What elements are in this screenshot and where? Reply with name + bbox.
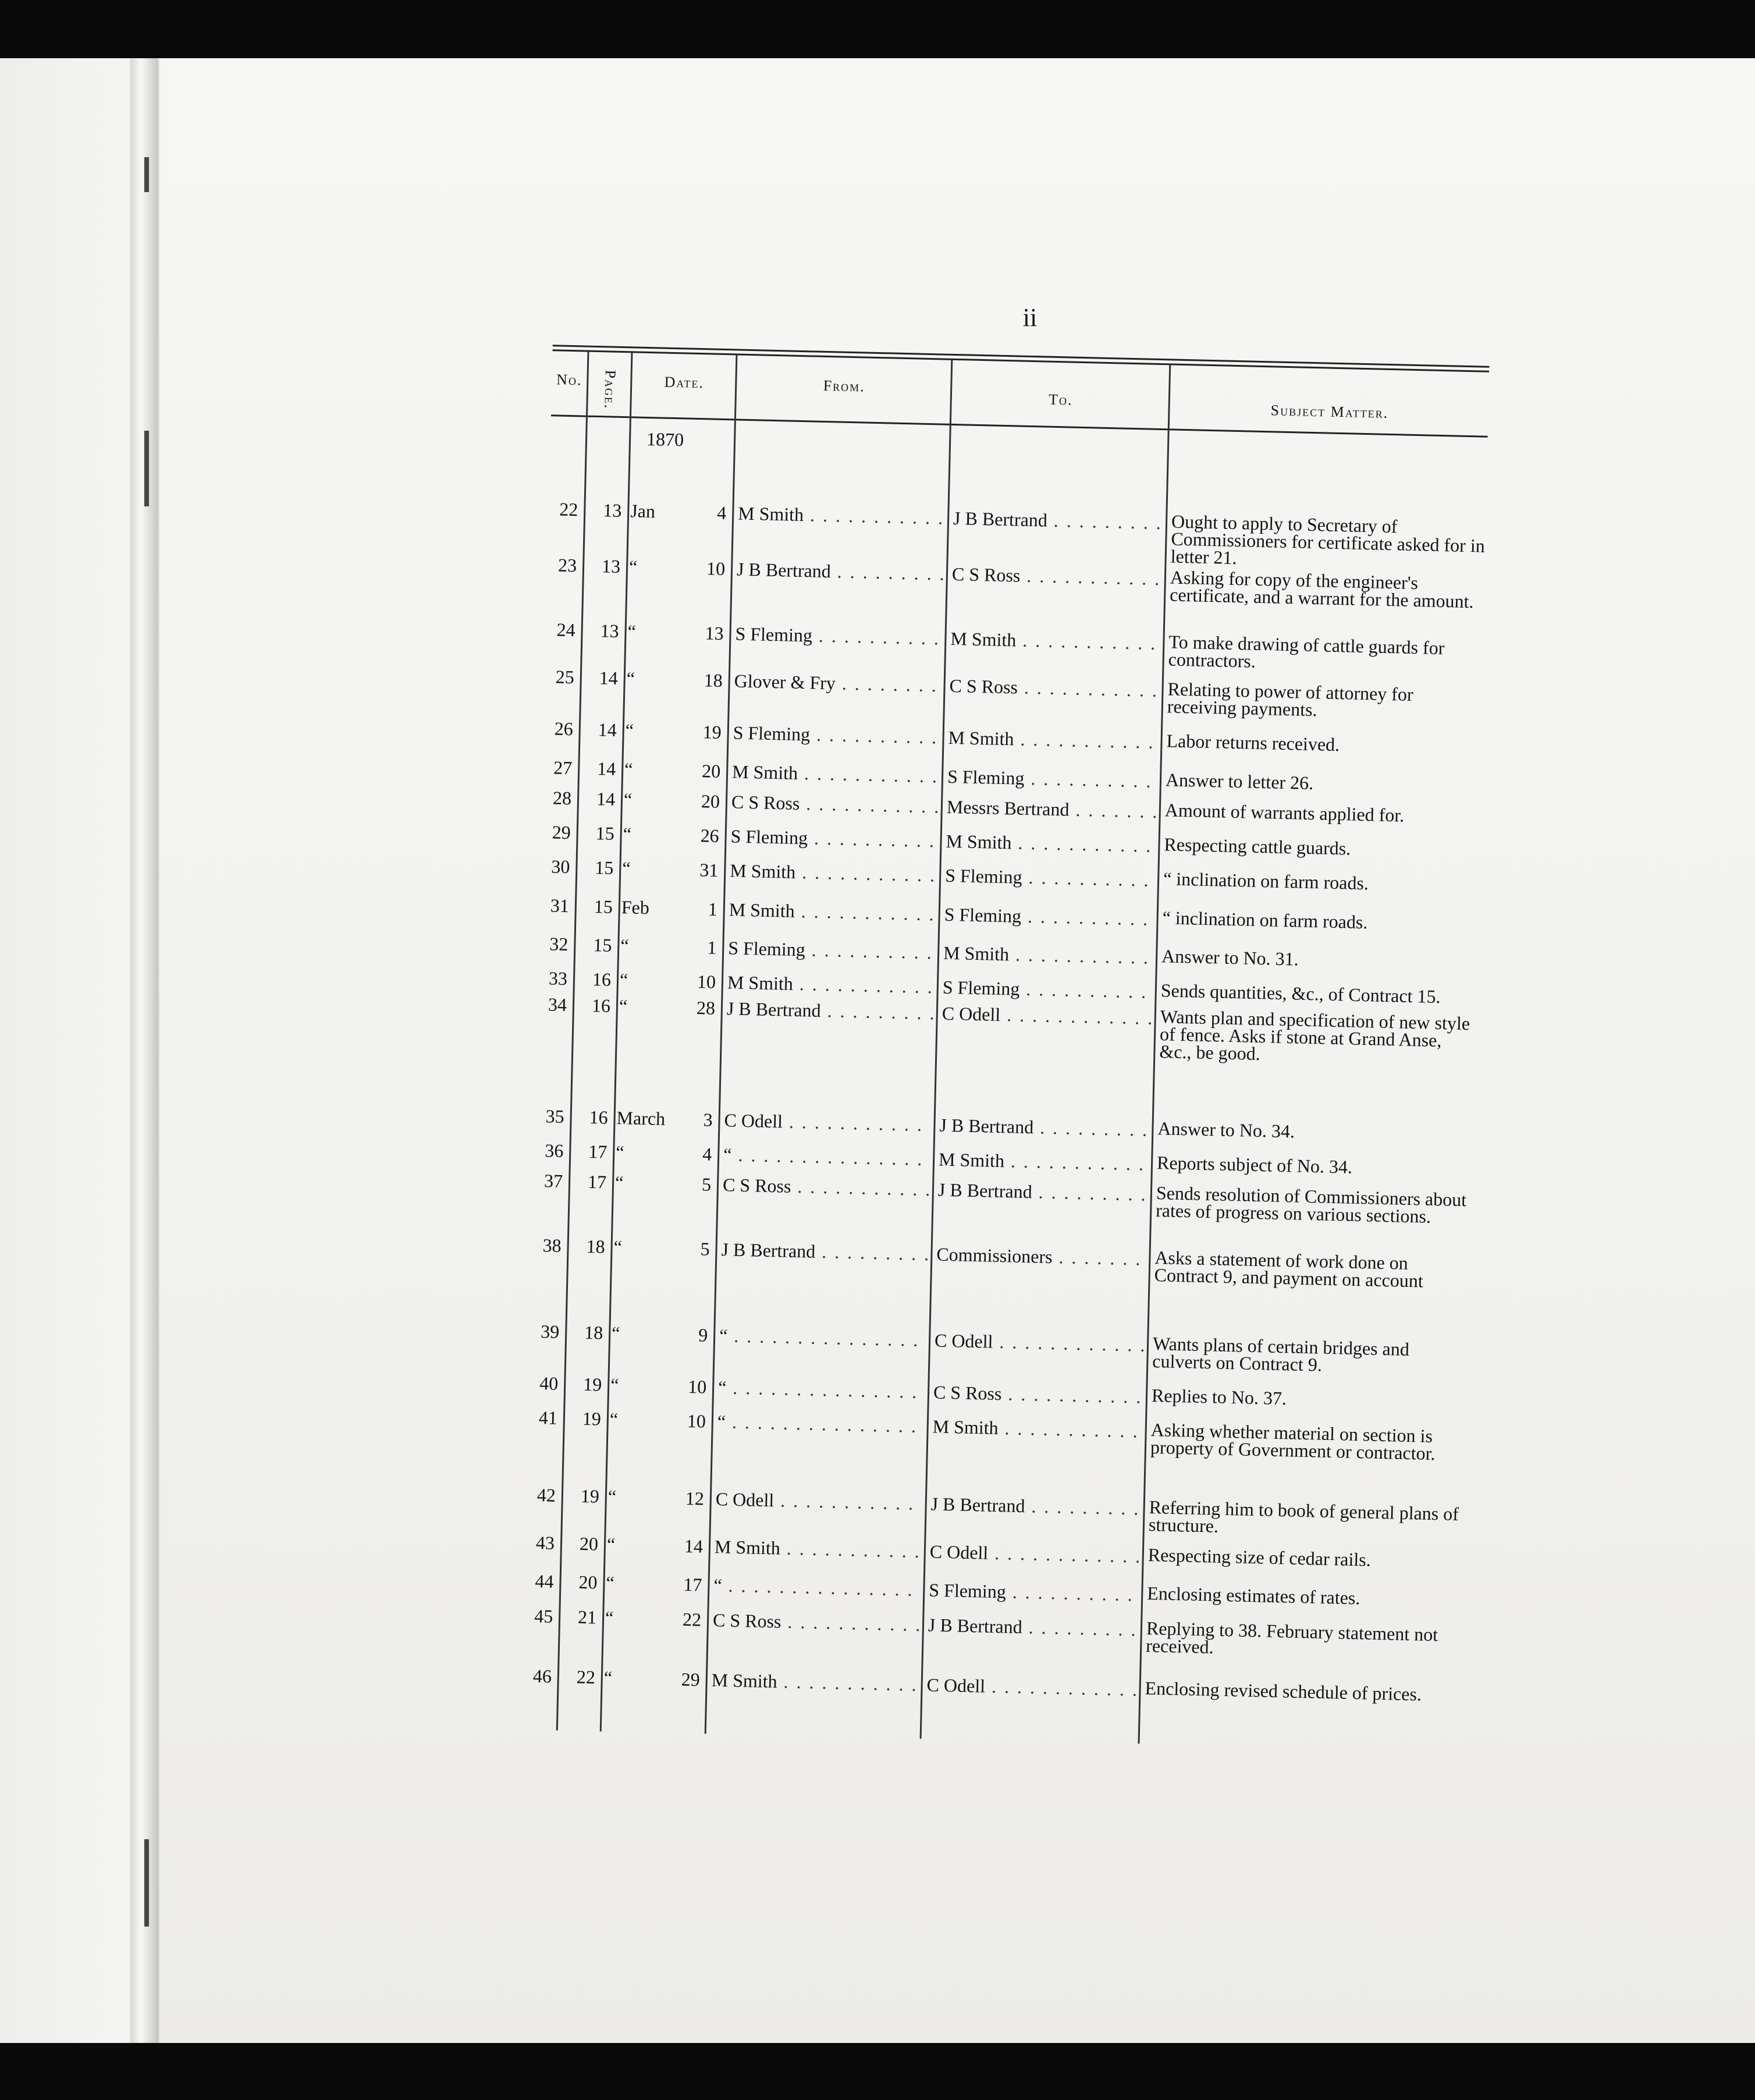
- cell-page: 19: [580, 1485, 600, 1507]
- cell-to: S Fleming . . .: [945, 865, 1155, 891]
- cell-to: C S Ross . . .: [933, 1382, 1143, 1407]
- cell-page: 16: [589, 1106, 609, 1128]
- cell-page: 16: [592, 969, 612, 991]
- cell-from: M Smith . . .: [729, 899, 936, 924]
- cell-subject: Referring him to book of general plans of structure.: [1148, 1496, 1459, 1537]
- cell-month: “: [626, 668, 635, 690]
- cell-subject: To make drawing of cattle guards for contractors.: [1168, 631, 1445, 672]
- cell-to: J B Bertrand . . .: [938, 1179, 1148, 1205]
- cell-subject: Answer to No. 31.: [1161, 945, 1299, 970]
- cell-subject: Respecting size of cedar rails.: [1148, 1544, 1372, 1570]
- cell-page: 14: [596, 788, 616, 810]
- header-no: No.: [556, 371, 582, 389]
- cell-no: 35: [545, 1105, 565, 1127]
- cell-no: 45: [534, 1605, 553, 1627]
- cell-month: “: [619, 995, 628, 1017]
- cell-subject: Asking for copy of the engineer's certificate, and a warrant for the amount.: [1169, 566, 1474, 612]
- cell-to: M Smith . . .: [946, 831, 1156, 856]
- cell-subject: “ inclination on farm roads.: [1163, 868, 1369, 894]
- cell-month: Feb: [621, 896, 650, 918]
- cell-page: 17: [587, 1171, 607, 1193]
- cell-no: 38: [542, 1235, 562, 1257]
- cell-to: M Smith . . .: [932, 1416, 1142, 1442]
- cell-to: Messrs Bertrand . . .: [947, 796, 1157, 821]
- cell-page: 13: [600, 620, 620, 641]
- cell-month: “: [606, 1533, 616, 1555]
- cell-day: 26: [700, 825, 720, 846]
- cell-subject: Respecting cattle guards.: [1164, 833, 1351, 859]
- page-number: ii: [1022, 303, 1038, 332]
- cell-no: 42: [537, 1484, 556, 1506]
- cell-day: 10: [706, 558, 726, 580]
- cell-no: 40: [539, 1372, 559, 1394]
- cell-month: “: [614, 1172, 624, 1193]
- cell-page: 19: [582, 1408, 602, 1429]
- cell-subject: Replying to 38. February statement not received.: [1145, 1617, 1438, 1658]
- binding-stitch: [144, 1839, 149, 1927]
- cell-page: 14: [596, 757, 616, 779]
- cell-from: M Smith . . .: [711, 1669, 918, 1695]
- cell-page: 20: [578, 1572, 598, 1593]
- cell-subject: Ought to apply to Secretary of Commissioners for certificate asked for in letter 21.: [1170, 510, 1486, 568]
- cell-subject: Wants plans of certain bridges and culverts on Contract 9.: [1152, 1333, 1410, 1375]
- cell-day: 31: [699, 859, 719, 881]
- cell-no: 33: [548, 967, 568, 989]
- cell-from: S Fleming . . .: [728, 938, 935, 963]
- header-subject: Subject Matter.: [1270, 402, 1389, 421]
- cell-from: “ . . .: [718, 1377, 925, 1402]
- cell-day: 4: [702, 1143, 712, 1165]
- cell-month: “: [625, 719, 634, 741]
- cell-day: 28: [696, 996, 716, 1019]
- cell-to: S Fleming . . .: [942, 977, 1152, 1002]
- cell-from: C S Ross . . .: [723, 1174, 930, 1200]
- header-to: To.: [1048, 391, 1073, 409]
- cell-page: 13: [602, 499, 622, 521]
- cell-from: “ . . .: [719, 1325, 926, 1350]
- cell-day: 5: [701, 1173, 712, 1195]
- cell-month: “: [623, 788, 633, 810]
- cell-to: M Smith . . .: [948, 727, 1158, 753]
- cell-subject: Sends resolution of Commissioners about rates of progress on various sections.: [1155, 1182, 1467, 1228]
- cell-month: “: [610, 1374, 619, 1396]
- cell-subject: Answer to letter 26.: [1165, 769, 1314, 793]
- cell-no: 36: [544, 1140, 564, 1162]
- cell-subject: Replies to No. 37.: [1151, 1385, 1287, 1409]
- cell-no: 26: [554, 718, 574, 740]
- cell-from: “ . . .: [713, 1574, 921, 1600]
- cell-to: S Fleming . . .: [929, 1580, 1139, 1605]
- cell-month: “: [615, 1141, 624, 1163]
- cell-from: S Fleming . . .: [735, 623, 942, 649]
- cell-from: Glover & Fry . . .: [734, 671, 941, 696]
- cell-month: “: [611, 1322, 620, 1344]
- cell-day: 29: [681, 1669, 701, 1690]
- cell-month: “: [623, 823, 632, 845]
- book-spine: [130, 58, 157, 2043]
- cell-subject: Wants plan and specification of new style of fence. Asks if stone at Grand Anse, &c., be good.: [1159, 1006, 1470, 1064]
- header-from: From.: [823, 377, 866, 395]
- cell-subject: “ inclination on farm roads.: [1162, 906, 1368, 932]
- cell-day: 4: [716, 502, 727, 523]
- cell-to: C S Ross . . .: [949, 675, 1159, 701]
- cell-no: 24: [556, 619, 576, 641]
- cell-no: 46: [532, 1665, 552, 1687]
- cell-day: 9: [698, 1324, 708, 1346]
- cell-day: 1: [706, 937, 717, 959]
- cell-subject: Enclosing estimates of rates.: [1146, 1583, 1360, 1609]
- binding-stitch: [144, 157, 149, 192]
- cell-subject: Answer to No. 34.: [1157, 1118, 1295, 1142]
- cell-month: “: [605, 1606, 614, 1628]
- cell-from: “ . . .: [717, 1411, 924, 1436]
- cell-no: 41: [538, 1407, 558, 1429]
- cell-no: 37: [543, 1170, 563, 1192]
- year-label: 1870: [646, 428, 684, 450]
- cell-page: 21: [577, 1606, 597, 1628]
- cell-day: 10: [687, 1410, 706, 1432]
- cell-day: 18: [704, 669, 723, 691]
- cell-subject: Asking whether material on section is property of Government or contractor.: [1150, 1419, 1436, 1464]
- cell-from: J B Bertrand . . .: [737, 559, 944, 584]
- cell-no: 27: [553, 757, 573, 779]
- cell-from: C Odell . . .: [715, 1489, 922, 1514]
- facing-page-edge: [0, 58, 130, 2043]
- cell-from: J B Bertrand . . .: [721, 1239, 928, 1264]
- cell-to: J B Bertrand . . .: [953, 508, 1163, 533]
- cell-from: C Odell . . .: [724, 1109, 931, 1135]
- cell-to: C Odell . . .: [942, 1003, 1152, 1028]
- cell-to: C Odell . . .: [935, 1330, 1145, 1356]
- cell-to: C Odell . . .: [926, 1675, 1136, 1700]
- cell-page: 17: [588, 1141, 608, 1163]
- correspondence-register-table: [460, 338, 1490, 1902]
- cell-month: “: [609, 1409, 619, 1430]
- cell-month: March: [616, 1107, 666, 1130]
- cell-page: 14: [599, 667, 619, 689]
- cell-from: M Smith . . .: [715, 1536, 922, 1562]
- cell-no: 43: [535, 1531, 555, 1553]
- cell-from: S Fleming . . .: [730, 825, 937, 851]
- cell-to: S Fleming . . .: [947, 766, 1157, 792]
- cell-month: “: [619, 969, 628, 991]
- cell-day: 22: [682, 1608, 702, 1630]
- cell-no: 29: [552, 821, 571, 843]
- cell-no: 22: [559, 498, 578, 520]
- cell-month: “: [624, 758, 633, 780]
- cell-subject: Labor returns received.: [1166, 730, 1340, 755]
- cell-page: 13: [601, 555, 621, 577]
- cell-from: M Smith . . .: [727, 972, 935, 998]
- cell-day: 20: [701, 760, 721, 782]
- cell-no: 34: [548, 994, 567, 1015]
- header-date: Date.: [664, 373, 705, 392]
- cell-month: “: [606, 1572, 615, 1594]
- cell-to: J B Bertrand . . .: [930, 1494, 1141, 1519]
- cell-no: 44: [535, 1570, 554, 1592]
- cell-page: 20: [579, 1533, 599, 1555]
- cell-to: M Smith . . .: [943, 942, 1153, 968]
- cell-subject: Enclosing revised schedule of prices.: [1145, 1677, 1422, 1705]
- cell-to: J B Bertrand . . .: [928, 1614, 1138, 1640]
- binding-stitch: [144, 431, 149, 506]
- cell-from: M Smith . . .: [738, 502, 945, 528]
- cell-month: Jan: [630, 500, 656, 522]
- cell-day: 1: [708, 898, 718, 920]
- cell-day: 3: [703, 1109, 713, 1131]
- cell-subject: Amount of warrants applied for.: [1164, 799, 1405, 826]
- cell-from: M Smith . . .: [732, 761, 939, 786]
- cell-day: 12: [685, 1488, 705, 1510]
- header-page: Page.: [601, 370, 619, 410]
- cell-month: “: [620, 935, 629, 956]
- cell-to: J B Bertrand . . .: [939, 1115, 1149, 1140]
- cell-subject: Relating to power of attorney for receiving payments.: [1167, 678, 1413, 721]
- cell-subject: Asks a statement of work done on Contract 9, and payment on account: [1154, 1247, 1424, 1292]
- cell-day: 5: [700, 1238, 710, 1260]
- cell-no: 25: [555, 666, 575, 688]
- cell-page: 18: [584, 1322, 603, 1343]
- cell-subject: Reports subject of No. 34.: [1156, 1152, 1353, 1178]
- cell-month: “: [608, 1486, 617, 1507]
- cell-no: 28: [552, 787, 572, 808]
- cell-month: “: [621, 857, 631, 879]
- cell-to: C S Ross . . .: [952, 563, 1162, 589]
- cell-day: 13: [705, 622, 724, 644]
- cell-to: M Smith . . .: [950, 628, 1160, 654]
- cell-no: 23: [557, 554, 577, 576]
- cell-month: “: [627, 620, 637, 642]
- cell-subject: Sends quantities, &c., of Contract 15.: [1160, 980, 1441, 1008]
- cell-page: 19: [582, 1373, 602, 1395]
- cell-from: M Smith . . .: [730, 860, 937, 885]
- cell-from: C S Ross . . .: [713, 1609, 920, 1635]
- cell-day: 10: [697, 971, 716, 993]
- cell-to: Commissioners . . .: [936, 1244, 1146, 1269]
- cell-day: 17: [683, 1574, 702, 1596]
- cell-page: 16: [591, 994, 611, 1016]
- cell-from: C S Ross . . .: [731, 791, 939, 817]
- cell-month: “: [603, 1667, 613, 1688]
- cell-page: 22: [576, 1666, 596, 1688]
- cell-page: 15: [592, 934, 612, 956]
- cell-page: 15: [594, 857, 614, 878]
- cell-page: 14: [598, 719, 617, 741]
- cell-month: “: [613, 1236, 623, 1258]
- cell-from: “ . . .: [723, 1144, 930, 1170]
- cell-page: 18: [586, 1236, 606, 1257]
- cell-no: 39: [540, 1321, 560, 1343]
- cell-from: S Fleming . . .: [733, 722, 940, 748]
- cell-no: 31: [550, 895, 570, 916]
- cell-to: S Fleming . . .: [944, 903, 1154, 929]
- cell-day: 14: [684, 1535, 704, 1557]
- cell-no: 30: [551, 856, 570, 878]
- cell-month: “: [628, 556, 638, 577]
- cell-day: 20: [701, 790, 720, 812]
- cell-from: J B Bertrand . . .: [727, 998, 934, 1023]
- cell-no: 32: [549, 933, 569, 955]
- cell-day: 10: [687, 1376, 707, 1397]
- cell-day: 19: [702, 721, 722, 743]
- cell-to: M Smith . . .: [939, 1149, 1149, 1175]
- cell-page: 15: [595, 822, 615, 844]
- cell-page: 15: [594, 895, 613, 917]
- cell-to: C Odell . . .: [929, 1541, 1139, 1566]
